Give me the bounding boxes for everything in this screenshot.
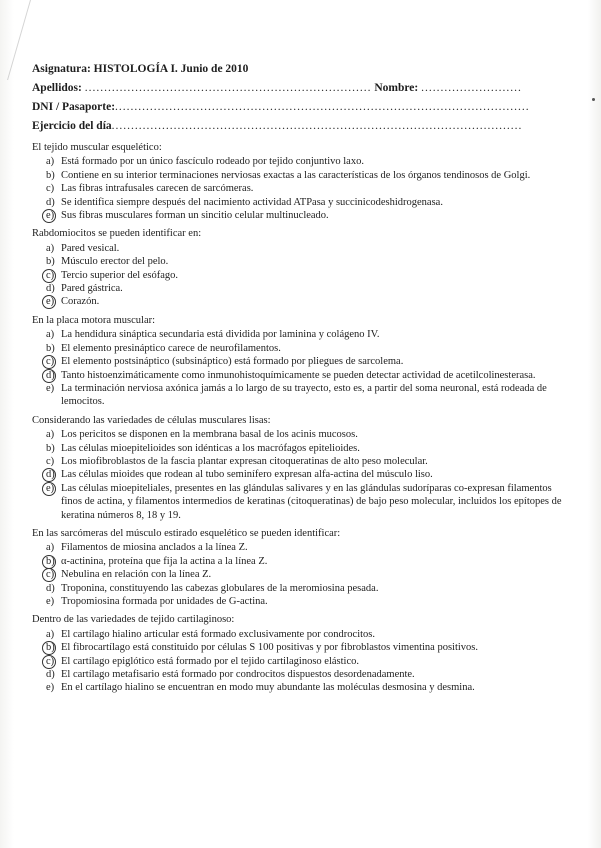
option-letter: a) xyxy=(46,542,55,554)
answer-option[interactable] xyxy=(32,282,567,295)
circled-option-letter: d) xyxy=(46,369,61,382)
answer-option[interactable] xyxy=(32,568,567,581)
answer-option[interactable] xyxy=(32,681,567,694)
name-label: Nombre: xyxy=(374,82,419,94)
option-text: Tanto histoenzimáticamente como inmunohistoquímicamente se pueden detectar actividad de acetilcolinesterasa. xyxy=(61,369,536,381)
option-text: El cartílago hialino articular está formado exclusivamente por condrocitos. xyxy=(61,628,376,640)
option-letter: d) xyxy=(46,196,55,208)
option-letter: d) xyxy=(46,582,55,594)
subject-value: HISTOLOGÍA I. Junio de 2010 xyxy=(93,63,249,75)
option-text: Está formado por un único fascículo rodeado por tejido conjuntivo laxo. xyxy=(61,156,364,168)
option-text: En el cartílago hialino se encuentran en modo muy abundante las moléculas desmosina y desmina. xyxy=(61,682,475,694)
option-letter: a) xyxy=(46,329,55,341)
option-letter: b) xyxy=(46,442,55,454)
exam-content xyxy=(32,60,567,695)
question-stem: En la placa motora muscular: xyxy=(32,314,156,326)
circled-option-letter: d) xyxy=(46,468,61,481)
answer-option[interactable] xyxy=(32,242,567,255)
answer-option[interactable] xyxy=(32,655,567,668)
answer-option[interactable] xyxy=(32,555,567,568)
answer-option[interactable] xyxy=(32,369,567,382)
circled-option-letter: c) xyxy=(46,269,61,282)
answer-option[interactable] xyxy=(32,295,567,308)
option-text: El elemento presináptico carece de neurofilamentos. xyxy=(61,342,281,354)
answer-option[interactable] xyxy=(32,269,567,282)
scan-speck xyxy=(592,98,595,101)
option-text: Pared vesical. xyxy=(61,242,120,254)
exercise-blank[interactable]: .......................................................................................................... xyxy=(111,120,523,132)
option-letter: e) xyxy=(46,682,55,694)
answer-option[interactable] xyxy=(32,182,567,195)
surname-name-line xyxy=(32,79,567,98)
option-text: El fibrocartílago está constituido por células S 100 positivas y por fibroblastos vimentina positivos. xyxy=(61,642,479,654)
option-text: La terminación nerviosa axónica jamás a lo largo de su trayecto, esto es, a partir del soma neuronal, está rodeada de lemocitos. xyxy=(61,382,547,408)
option-text: Sus fibras musculares forman un sincitio celular multinucleado. xyxy=(61,210,329,222)
id-blank[interactable]: ........................................................................................................... xyxy=(115,101,530,113)
option-text: Los miofibroblastos de la fascia plantar expresan citoqueratinas de alto peso molecular. xyxy=(61,455,428,467)
option-text: Las células mioepitelioides son idénticas a los macrófagos epitelioides. xyxy=(61,442,360,454)
option-letter: a) xyxy=(46,156,55,168)
answer-option[interactable] xyxy=(32,455,567,468)
question-2 xyxy=(32,227,567,308)
question-4 xyxy=(32,414,567,522)
answer-option[interactable] xyxy=(32,442,567,455)
option-letter: b) xyxy=(46,256,55,268)
option-text: Tropomiosina formada por unidades de G-actina. xyxy=(61,596,268,607)
question-stem: Dentro de las variedades de tejido cartilaginoso: xyxy=(32,614,235,626)
id-line xyxy=(32,98,567,117)
answer-option[interactable] xyxy=(32,342,567,355)
question-stem: El tejido muscular esquelético: xyxy=(32,142,162,153)
question-6 xyxy=(32,613,567,694)
question-stem: En las sarcómeras del músculo estirado esquelético se pueden identificar: xyxy=(32,527,341,539)
option-letter: c) xyxy=(46,183,55,195)
answer-option[interactable] xyxy=(32,641,567,654)
question-list xyxy=(32,141,567,695)
answer-option[interactable] xyxy=(32,428,567,441)
option-letter: e) xyxy=(46,596,55,607)
circled-option-letter: e) xyxy=(46,482,61,495)
folded-corner xyxy=(0,0,31,80)
option-text: Corazón. xyxy=(61,296,100,308)
circled-option-letter: c) xyxy=(46,355,61,368)
option-text: Las células mioepiteliales, presentes en las glándulas salivares y en las glándulas sudoríparas co-expresan filamentos finos de actina, y filamentos intermedios de keratinas (citoqueratinas) de bajo peso molecular, incluidos los epítopes de keratina números 8, 18 y 19. xyxy=(61,482,562,521)
circled-option-letter: c) xyxy=(46,568,61,581)
option-letter: e) xyxy=(46,382,55,394)
option-letter: d) xyxy=(46,669,55,681)
option-letter: b) xyxy=(46,342,55,354)
question-1 xyxy=(32,141,567,222)
answer-option[interactable] xyxy=(32,541,567,554)
option-text: El cartílago metafisario está formado por condrocitos dispuestos desordenadamente. xyxy=(61,669,415,681)
circled-option-letter: b) xyxy=(46,641,61,654)
question-stem: Considerando las variedades de células musculares lisas: xyxy=(32,414,271,426)
answer-option[interactable] xyxy=(32,582,567,595)
option-text: α-actinina, proteína que fija la actina a la línea Z. xyxy=(61,555,268,567)
answer-option[interactable] xyxy=(32,595,567,608)
option-text: Troponina, constituyendo las cabezas globulares de la meromiosina pesada. xyxy=(61,582,379,594)
option-letter: d) xyxy=(46,283,55,295)
option-text: El cartílago epiglótico está formado por el tejido cartilaginoso elástico. xyxy=(61,655,359,667)
question-stem: Rabdomiocitos se pueden identificar en: xyxy=(32,228,202,240)
answer-option[interactable] xyxy=(32,668,567,681)
option-text: Las células mioides que rodean al tubo seminífero expresan alfa-actina del músculo liso. xyxy=(61,469,433,481)
surname-blank[interactable]: .......................................................................... xyxy=(84,82,372,94)
option-letter: a) xyxy=(46,242,55,254)
name-blank[interactable]: .......................... xyxy=(421,82,522,94)
option-text: Nebulina en relación con la línea Z. xyxy=(61,569,212,581)
answer-option[interactable] xyxy=(32,196,567,209)
option-text: Tercio superior del esófago. xyxy=(61,269,179,281)
answer-option[interactable] xyxy=(32,209,567,222)
subject-line xyxy=(32,60,567,79)
surname-label: Apellidos: xyxy=(32,82,82,94)
answer-option[interactable] xyxy=(32,155,567,168)
question-3 xyxy=(32,314,567,409)
option-text: La hendidura sináptica secundaria está dividida por laminina y colágeno IV. xyxy=(61,329,380,341)
subject-label: Asignatura: xyxy=(32,63,91,75)
option-letter: c) xyxy=(46,455,55,467)
option-letter: b) xyxy=(46,169,55,181)
exercise-line xyxy=(32,117,567,136)
option-text: Filamentos de miosina anclados a la línea Z. xyxy=(61,542,248,554)
question-5 xyxy=(32,527,567,608)
circled-option-letter: b) xyxy=(46,555,61,568)
option-letter: a) xyxy=(46,429,55,441)
answer-option[interactable] xyxy=(32,382,567,409)
exercise-label: Ejercicio del día xyxy=(32,120,112,132)
answer-option[interactable] xyxy=(32,482,567,522)
answer-option[interactable] xyxy=(32,628,567,641)
answer-option[interactable] xyxy=(32,328,567,341)
id-label: DNI / Pasaporte: xyxy=(32,101,116,113)
option-text: Se identifica siempre después del nacimiento actividad ATPasa y succinicodeshidrogenasa. xyxy=(61,196,443,208)
circled-option-letter: e) xyxy=(46,209,61,222)
answer-option[interactable] xyxy=(32,468,567,481)
circled-option-letter: c) xyxy=(46,655,61,668)
circled-option-letter: e) xyxy=(46,295,61,308)
option-letter: a) xyxy=(46,628,55,640)
option-text: Músculo erector del pelo. xyxy=(61,256,169,268)
option-text: El elemento postsináptico (subsináptico) está formado por pliegues de sarcolema. xyxy=(61,356,404,368)
answer-option[interactable] xyxy=(32,255,567,268)
option-text: Las fibras intrafusales carecen de sarcómeras. xyxy=(61,183,254,195)
answer-option[interactable] xyxy=(32,355,567,368)
option-text: Contiene en su interior terminaciones nerviosas exactas a las características de los órganos tendinosos de Golgi. xyxy=(61,169,531,181)
option-text: Los pericitos se disponen en la membrana basal de los acinis mucosos. xyxy=(61,429,358,441)
answer-option[interactable] xyxy=(32,169,567,182)
option-text: Pared gástrica. xyxy=(61,283,123,295)
